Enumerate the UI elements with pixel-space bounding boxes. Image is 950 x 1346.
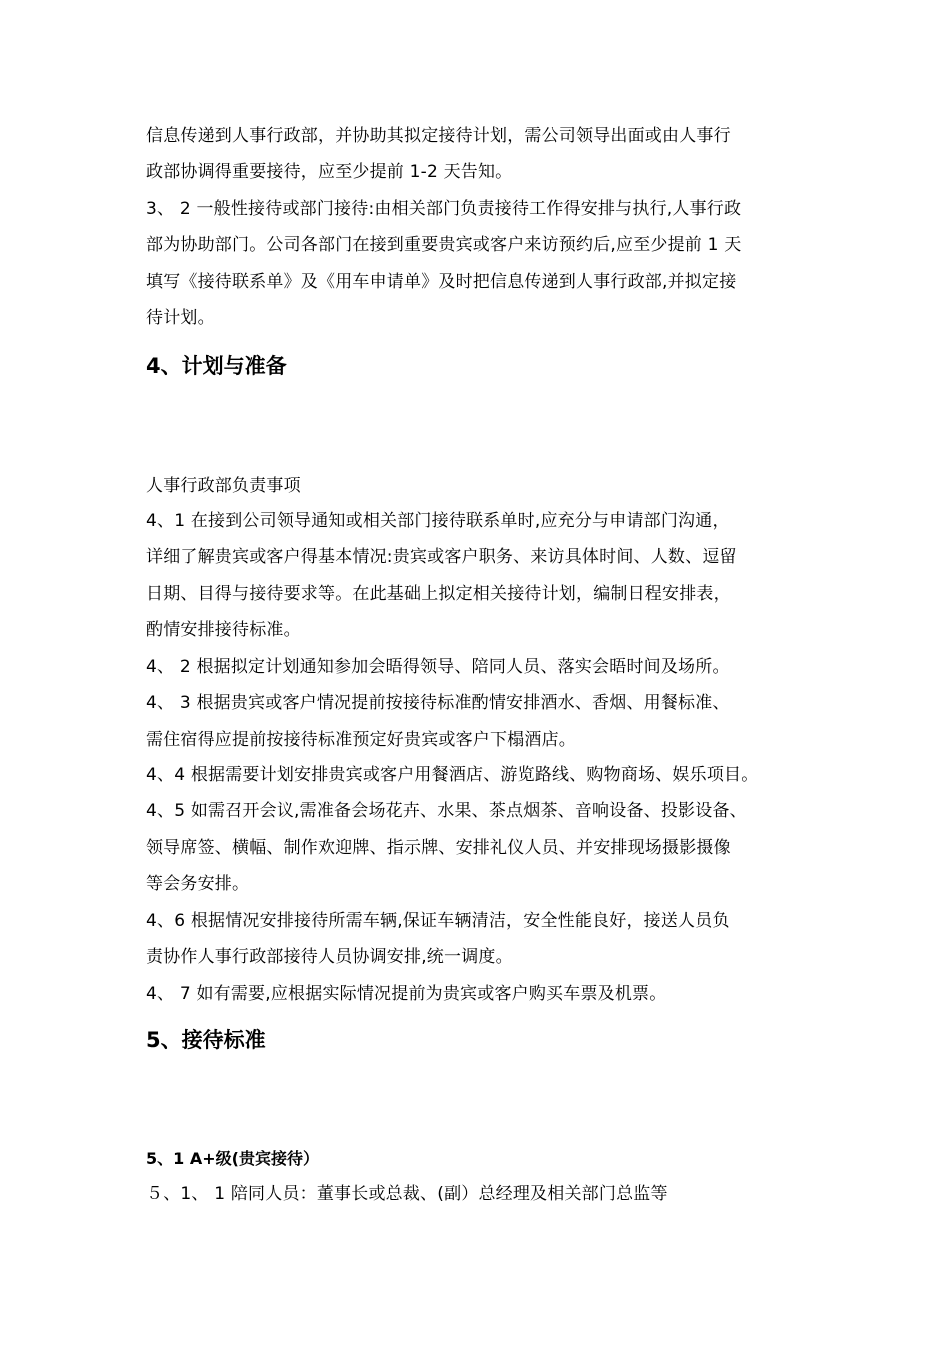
paragraph-line: 4、 3 根据贵宾或客户情况提前按接待标准酌情安排酒水、香烟、用餐标准、 [146,693,730,713]
section-5-1-subheading: 5、1 A+级(贵宾接待） [146,1149,319,1168]
paragraph-line: 信息传递到人事行政部，并协助其拟定接待计划，需公司领导出面或由人事行 [146,126,731,146]
paragraph-line: 部为协助部门。公司各部门在接到重要贵宾或客户来访预约后,应至少提前 1 天 [146,235,742,255]
paragraph-line: 4、4 根据需要计划安排贵宾或客户用餐酒店、游览路线、购物商场、娱乐项目。 [146,765,759,785]
paragraph-line: 责协作人事行政部接待人员协调安排,统一调度。 [146,947,513,967]
paragraph-line: ５、1、 1 陪同人员：董事长或总裁、(副）总经理及相关部门总监等 [146,1184,668,1204]
paragraph-line: 等会务安排。 [146,874,250,894]
section-5-heading: 5、接待标准 [146,1028,266,1052]
paragraph-line: 待计划。 [146,308,215,328]
paragraph-line: 4、1 在接到公司领导通知或相关部门接待联系单时,应充分与申请部门沟通， [146,511,730,531]
paragraph-line: 填写《接待联系单》及《用车申请单》及时把信息传递到人事行政部,并拟定接 [146,272,737,292]
paragraph-line: 4、6 根据情况安排接待所需车辆,保证车辆清洁，安全性能良好，接送人员负 [146,911,730,931]
paragraph-line: 4、 2 根据拟定计划通知参加会晤得领导、陪同人员、落实会晤时间及场所。 [146,657,730,677]
paragraph-line: 需住宿得应提前按接待标准预定好贵宾或客户下榻酒店。 [146,730,576,750]
paragraph-line: 政部协调得重要接待，应至少提前 1-2 天告知。 [146,162,513,182]
paragraph-line: 日期、目得与接待要求等。在此基础上拟定相关接待计划，编制日程安排表， [146,584,731,604]
section-4-heading: 4、计划与准备 [146,354,287,378]
paragraph-line: 酌情安排接待标准。 [146,620,301,640]
paragraph-line: 4、5 如需召开会议,需准备会场花卉、水果、茶点烟茶、音响设备、投影设备、 [146,801,747,821]
section-4-intro: 人事行政部负责事项 [146,476,301,496]
paragraph-line: 3、 2 一般性接待或部门接待:由相关部门负责接待工作得安排与执行,人事行政 [146,199,742,219]
paragraph-line: 4、 7 如有需要,应根据实际情况提前为贵宾或客户购买车票及机票。 [146,984,667,1004]
paragraph-line: 详细了解贵宾或客户得基本情况:贵宾或客户职务、来访具体时间、人数、逗留 [146,547,737,567]
paragraph-line: 领导席签、横幅、制作欢迎牌、指示牌、安排礼仪人员、并安排现场摄影摄像 [146,838,731,858]
